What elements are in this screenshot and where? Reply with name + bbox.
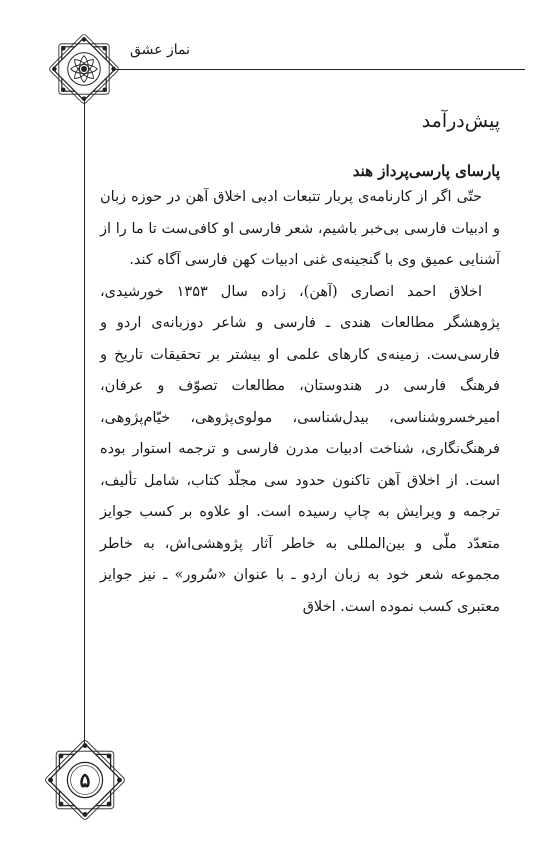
paragraph-intro: حتّی اگر از کارنامه‌ی پربار تتبعات ادبی اخلاق آهن در حوزه‌ زبان و ادبیات فارسی بی‌خبر باشیم، شعر فارسی او کافی‌ست تا ما را از آشنایی عمیق وی با گنجینه‌ی غنی ادبیات کهن فارسی آگاه کند. — [100, 189, 500, 268]
page-number: ۵ — [79, 768, 91, 792]
paragraph-biography: اخلاق احمد انصاری (آهن)، زاده سال ۱۳۵۳ خورشیدی، پژوهشگر مطالعات هندی ـ فارسی و شاعر دوزبانه‌ی اردو و فارسی‌ست. زمینه‌ی کارهای علمی او بیشتر بر تحقیقات تاریخ و فرهنگ فارسی در هندوستان، مطالعات تصوّف و عرفان، امیرخسروشناسی، بیدل‌شناسی، مولوی‌پژوهی، خیّام‌پژوهی، فرهنگ‌نگاری، شناخت ادبیات مدرن فارسی و ترجمه استوار بوده است. از اخلاق آهن تاکنون حدود سی مجلّد کتاب، شامل تألیف، ترجمه و ویرایش به چاپ رسیده است. او علاوه بر کسب جوایز متعدّد ملّی و بین‌المللی به خاطر آثار پژوهشی‌اش، به خاطر مجموعه شعر خود به زبان اردو ـ با عنوان «سُرور» ـ نیز جوایز معتبری کسب نموده است. اخلاق — [100, 283, 500, 615]
section-title: پیش‌درآمد — [421, 110, 500, 132]
subsection-title: پارسای پارسی‌پرداز هند — [352, 162, 500, 180]
header-rule — [104, 69, 525, 70]
running-title: نماز عشق — [130, 42, 190, 58]
star-rosette-ornament-icon — [47, 32, 121, 106]
margin-rule — [84, 86, 85, 762]
page-content — [100, 110, 500, 730]
